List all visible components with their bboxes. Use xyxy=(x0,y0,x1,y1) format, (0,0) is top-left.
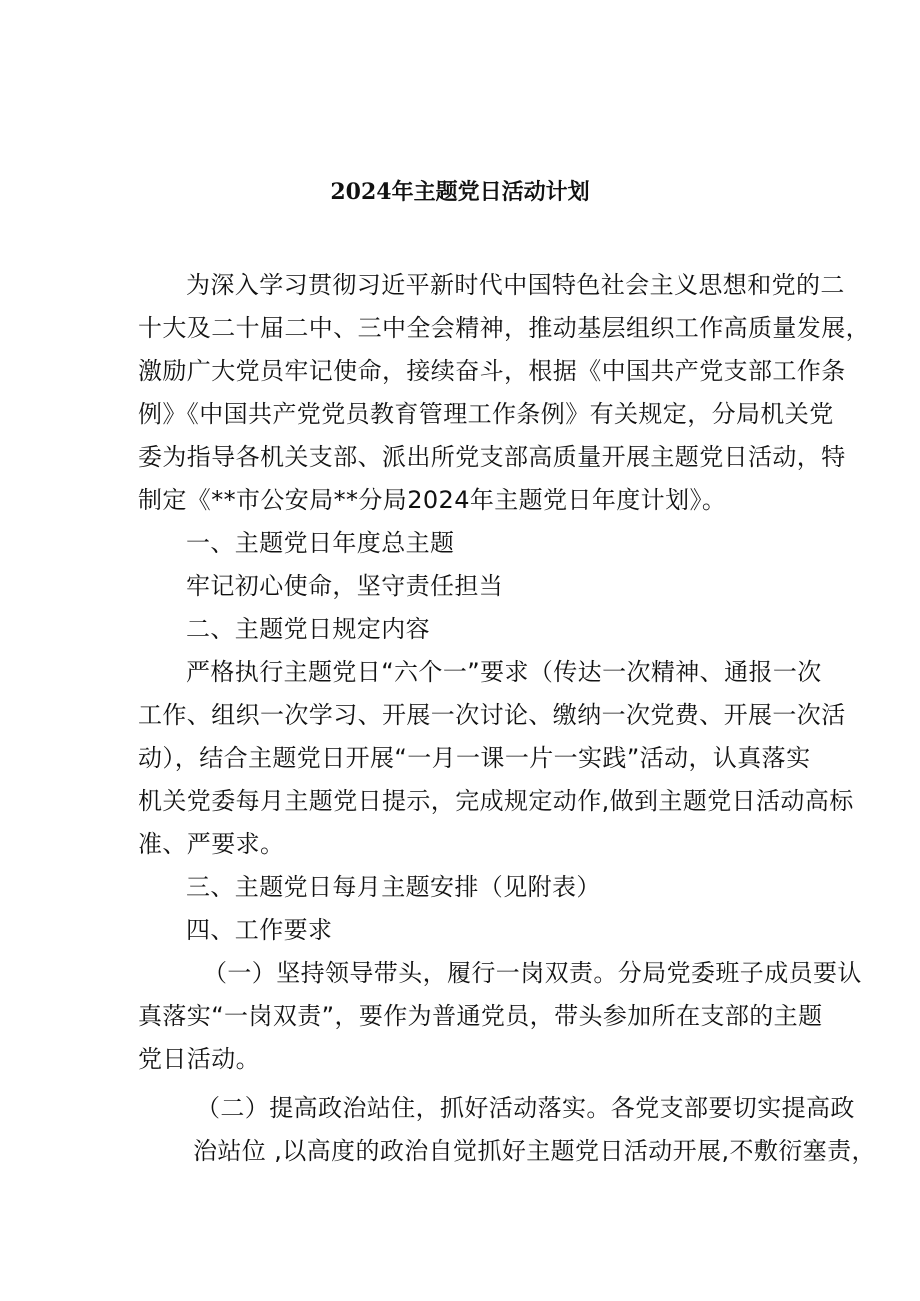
requirement-1-line-1: （一）坚持领导带头，履行一岗双责。分局党委班子成员要认 xyxy=(203,959,862,987)
paragraph-intro-line-6: 制定《**市公安局**分局2024年主题党日年度计划》。 xyxy=(138,486,727,514)
section-heading-3: 三、主题党日每月主题安排（见附表） xyxy=(186,873,601,901)
requirement-1-line-3: 党日活动。 xyxy=(138,1045,260,1073)
requirement-1-line-2: 真落实“一岗双责”，要作为普通党员，带头参加所在支部的主题 xyxy=(138,1002,823,1030)
paragraph-intro-line-1: 为深入学习贯彻习近平新时代中国特色社会主义思想和党的二 xyxy=(186,271,845,299)
paragraph-intro-line-5: 委为指导各机关支部、派出所党支部高质量开展主题党日活动，特 xyxy=(138,443,846,471)
section-2-line-5: 准、严要求。 xyxy=(138,830,285,858)
section-2-line-1: 严格执行主题党日“六个一”要求（传达一次精神、通报一次 xyxy=(186,658,822,686)
document-title: 2024年主题党日活动计划 xyxy=(330,179,590,205)
requirement-2-line-2: 治站位 ,以高度的政治自觉抓好主题党日活动开展,不敷衍塞责， xyxy=(193,1137,876,1165)
section-2-line-2: 工作、组织一次学习、开展一次讨论、缴纳一次党费、开展一次活 xyxy=(138,701,846,729)
section-2-line-3: 动），结合主题党日开展“一月一课一片一实践”活动，认真落实 xyxy=(138,744,811,772)
section-1-text: 牢记初心使命，坚守责任担当 xyxy=(186,572,504,600)
requirement-2-line-1: （二）提高政治站住，抓好活动落实。各党支部要切实提高政 xyxy=(196,1094,855,1122)
paragraph-intro-line-3: 激励广大党员牢记使命，接续奋斗，根据《中国共产党支部工作条 xyxy=(138,357,846,385)
paragraph-intro-line-2: 十大及二十届二中、三中全会精神，推动基层组织工作高质量发展， xyxy=(138,314,870,342)
paragraph-intro-line-4: 例》《中国共产党党员教育管理工作条例》有关规定，分局机关党 xyxy=(138,400,834,428)
section-heading-4: 四、工作要求 xyxy=(186,916,333,944)
section-heading-1: 一、主题党日年度总主题 xyxy=(186,529,455,557)
section-heading-2: 二、主题党日规定内容 xyxy=(186,615,430,643)
section-2-line-4: 机关党委每月主题党日提示，完成规定动作,做到主题党日活动高标 xyxy=(138,787,854,815)
